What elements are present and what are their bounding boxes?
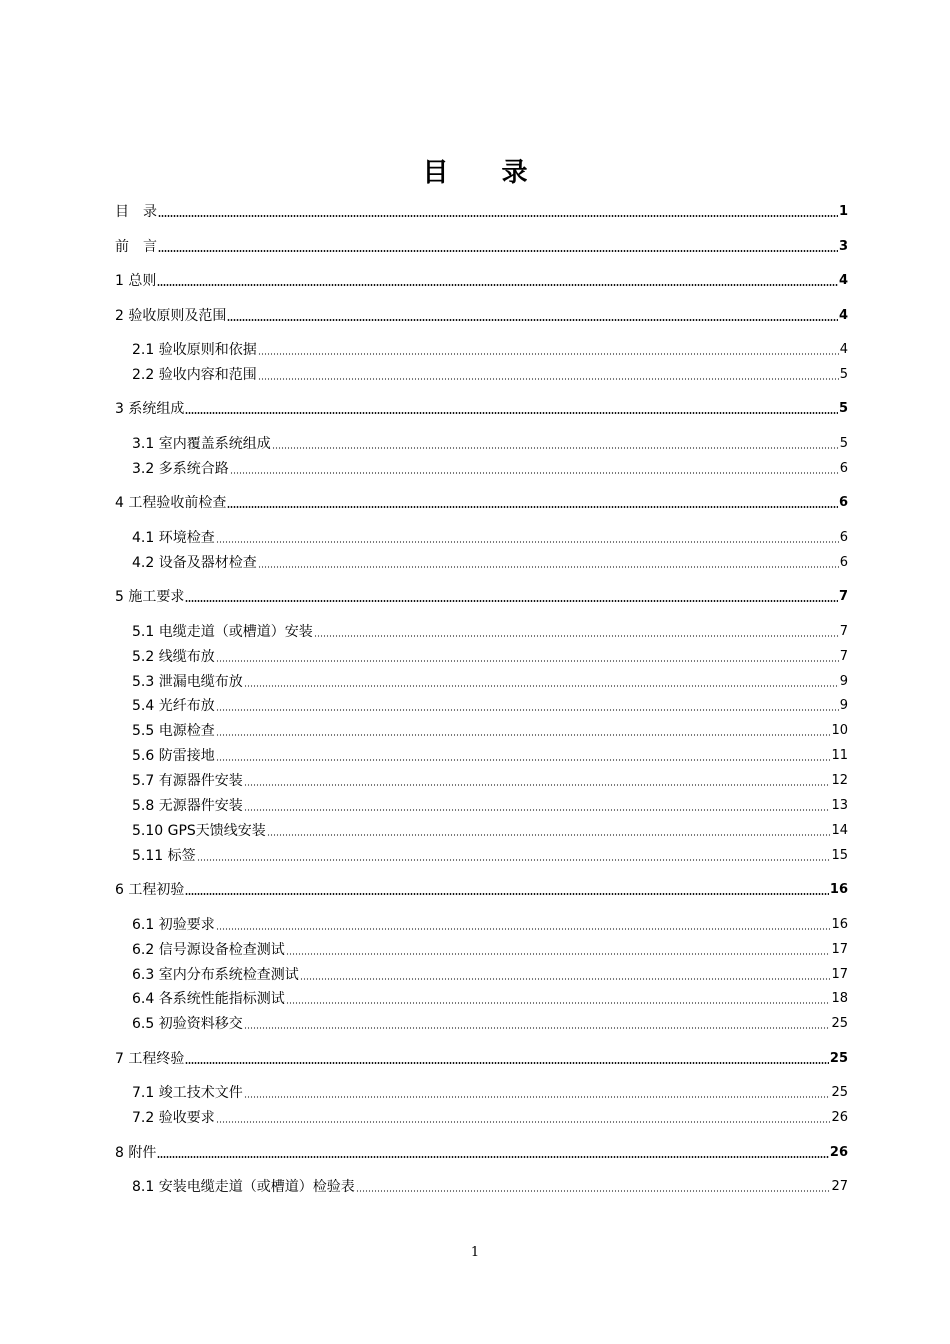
toc-entry-label: 5.5 电源检查 [132,723,215,739]
toc-entry-9[interactable] [115,492,848,512]
toc-entry-3[interactable] [115,305,848,325]
toc-entry-27[interactable] [115,988,848,1008]
toc-entry-14[interactable] [115,646,848,666]
toc-leader-dots [244,783,831,787]
toc-leader-dots [185,892,829,896]
toc-entry-label: 5.8 无源器件安装 [132,798,243,814]
toc-entry-label: 4 工程验收前检查 [115,495,227,511]
toc-entry-page: 5 [838,401,848,416]
toc-leader-dots [272,446,839,450]
toc-entry-page: 27 [831,1179,848,1194]
toc-entry-11[interactable] [115,552,848,572]
toc-entry-22[interactable] [115,845,848,865]
toc-entry-page: 9 [839,698,848,713]
toc-entry-4[interactable] [115,339,848,359]
toc-entry-label: 7 工程终验 [115,1051,185,1067]
toc-leader-dots [185,599,838,603]
toc-entry-page: 17 [831,942,848,957]
toc-entry-page: 10 [831,723,848,738]
toc-entry-label: 5.11 标签 [132,848,196,864]
toc-leader-dots [216,758,831,762]
toc-leader-dots [185,1061,829,1065]
toc-entry-33[interactable] [115,1176,848,1196]
toc-entry-label: 7.1 竣工技术文件 [132,1085,243,1101]
toc-entry-page: 12 [831,773,848,788]
toc-entry-page: 25 [831,1016,848,1031]
toc-entry-label: 8.1 安装电缆走道（或槽道）检验表 [132,1179,355,1195]
toc-entry-25[interactable] [115,939,848,959]
toc-entry-29[interactable] [115,1048,848,1068]
toc-entry-label: 1 总则 [115,273,157,289]
toc-leader-dots [216,708,839,712]
toc-leader-dots [216,540,839,544]
toc-entry-page: 25 [829,1051,848,1066]
toc-entry-page: 5 [839,436,848,451]
toc-entry-page: 14 [831,823,848,838]
toc-entry-2[interactable] [115,270,848,290]
toc-entry-page: 16 [829,882,848,897]
toc-entry-page: 26 [831,1110,848,1125]
toc-leader-dots [158,214,838,218]
toc-leader-dots [356,1189,831,1193]
toc-leader-dots [300,977,831,981]
toc-leader-dots [314,634,839,638]
toc-entry-page: 4 [839,342,848,357]
toc-entry-label: 5.6 防雷接地 [132,748,215,764]
toc-entry-5[interactable] [115,364,848,384]
toc-title: 目 录 [422,158,550,188]
toc-leader-dots [286,952,831,956]
toc-entry-label: 6 工程初验 [115,882,185,898]
toc-entry-label: 3.1 室内覆盖系统组成 [132,436,271,452]
page-number: 1 [470,1245,480,1260]
toc-entry-8[interactable] [115,458,848,478]
toc-entry-label: 6.1 初验要求 [132,917,215,933]
toc-entry-label: 5.1 电缆走道（或槽道）安装 [132,624,313,640]
toc-entry-page: 13 [831,798,848,813]
toc-entry-page: 17 [831,967,848,982]
toc-leader-dots [216,927,831,931]
toc-entry-0[interactable] [115,201,848,221]
toc-entry-23[interactable] [115,879,848,899]
toc-entry-24[interactable] [115,914,848,934]
toc-entry-label: 4.2 设备及器材检查 [132,555,257,571]
toc-entry-label: 5.4 光纤布放 [132,698,215,714]
toc-entry-page: 11 [831,748,848,763]
toc-entry-19[interactable] [115,770,848,790]
toc-entry-page: 25 [831,1085,848,1100]
toc-entry-label: 6.3 室内分布系统检查测试 [132,967,299,983]
toc-entry-label: 2.2 验收内容和范围 [132,367,257,383]
toc-entry-label: 6.5 初验资料移交 [132,1016,243,1032]
toc-entry-label: 前 言 [115,239,157,255]
toc-entry-label: 2.1 验收原则和依据 [132,342,257,358]
toc-entry-label: 5.10 GPS天馈线安装 [132,823,266,839]
toc-entry-7[interactable] [115,433,848,453]
toc-leader-dots [286,1001,831,1005]
toc-entry-page: 1 [838,204,848,219]
toc-entry-label: 2 验收原则及范围 [115,308,227,324]
toc-leader-dots [216,659,839,663]
toc-entry-label: 4.1 环境检查 [132,530,215,546]
toc-entry-page: 18 [831,991,848,1006]
toc-entry-page: 4 [838,308,848,323]
toc-entry-label: 5.3 泄漏电缆布放 [132,674,243,690]
toc-leader-dots [197,858,831,862]
toc-leader-dots [157,283,838,287]
toc-entry-32[interactable] [115,1142,848,1162]
toc-entry-1[interactable] [115,236,848,256]
toc-entry-page: 6 [839,461,848,476]
toc-entry-page: 5 [839,367,848,382]
toc-entry-20[interactable] [115,795,848,815]
toc-leader-dots [185,411,838,415]
toc-leader-dots [158,249,838,253]
toc-entry-page: 26 [829,1145,848,1160]
toc-entry-label: 8 附件 [115,1145,157,1161]
toc-entry-16[interactable] [115,695,848,715]
toc-entry-label: 5.7 有源器件安装 [132,773,243,789]
toc-entry-18[interactable] [115,745,848,765]
toc-entry-label: 5 施工要求 [115,589,185,605]
toc-leader-dots [227,505,838,509]
toc-entry-label: 3.2 多系统合路 [132,461,229,477]
toc-leader-dots [216,733,831,737]
toc-entry-label: 6.4 各系统性能指标测试 [132,991,285,1007]
toc-leader-dots [230,471,839,475]
toc-entry-page: 7 [838,589,848,604]
toc-entry-28[interactable] [115,1013,848,1033]
toc-leader-dots [258,565,839,569]
toc-entry-17[interactable] [115,720,848,740]
toc-entry-page: 9 [839,674,848,689]
toc-entry-10[interactable] [115,527,848,547]
toc-leader-dots [244,808,831,812]
toc-leader-dots [244,1026,831,1030]
toc-entry-label: 5.2 线缆布放 [132,649,215,665]
toc-entry-13[interactable] [115,621,848,641]
toc-entry-page: 6 [839,530,848,545]
toc-leader-dots [244,1095,831,1099]
toc-leader-dots [258,377,839,381]
toc-entry-label: 7.2 验收要求 [132,1110,215,1126]
toc-entry-26[interactable] [115,964,848,984]
toc-leader-dots [267,833,831,837]
toc-entry-page: 7 [839,624,848,639]
toc-entry-6[interactable] [115,398,848,418]
toc-entry-page: 3 [838,239,848,254]
toc-leader-dots [244,684,839,688]
toc-entry-12[interactable] [115,586,848,606]
toc-entry-label: 目 录 [115,204,157,220]
toc-leader-dots [258,352,839,356]
toc-entry-page: 7 [839,649,848,664]
toc-entry-page: 15 [831,848,848,863]
toc-entry-31[interactable] [115,1107,848,1127]
toc-entry-page: 4 [838,273,848,288]
toc-leader-dots [227,318,838,322]
toc-entry-page: 6 [838,495,848,510]
toc-entry-30[interactable] [115,1082,848,1102]
toc-leader-dots [216,1120,831,1124]
toc-entry-page: 6 [839,555,848,570]
toc-entry-label: 6.2 信号源设备检查测试 [132,942,285,958]
toc-entry-page: 16 [831,917,848,932]
toc-entry-label: 3 系统组成 [115,401,185,417]
toc-entry-15[interactable] [115,671,848,691]
toc-leader-dots [157,1155,829,1159]
toc-entry-21[interactable] [115,820,848,840]
